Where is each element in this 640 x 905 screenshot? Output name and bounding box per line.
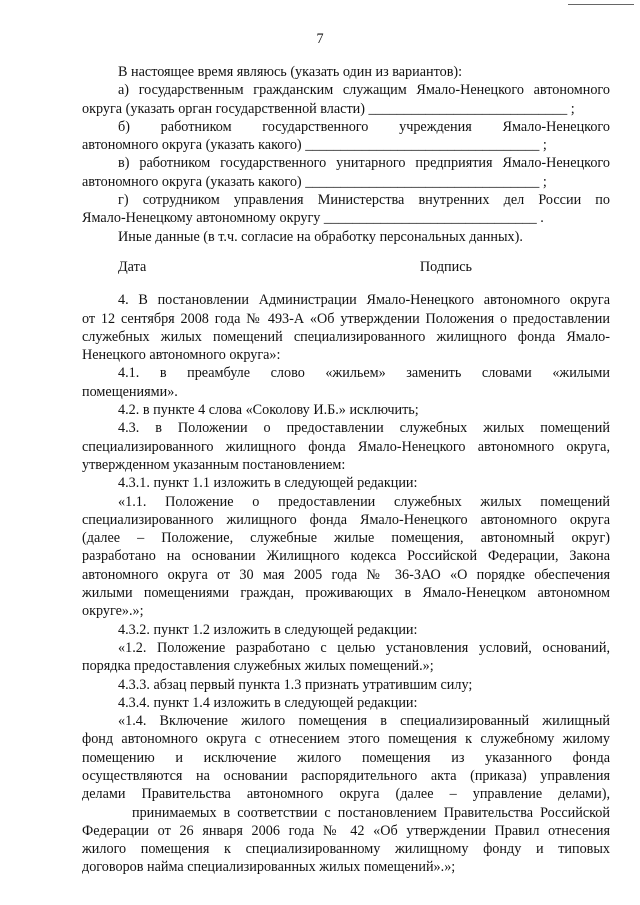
- text-line: 4.3. в Положении о предоставлении служебных жилых помещений: [118, 420, 610, 437]
- text-line: В настоящее время являюсь (указать один из вариантов):: [118, 64, 463, 80]
- text-line: а) государственным гражданским служащим Ямало-Ненецкого автономного: [118, 82, 610, 99]
- text-line: автономного округа (указать какого) _________________________________ ;: [82, 137, 547, 154]
- text-line: округа (указать орган государственной власти) ____________________________ ;: [82, 100, 575, 117]
- text-line: 4.3.3. абзац первый пункта 1.3 признать утратившим силу;: [118, 676, 473, 693]
- text-line: Ненецкого автономного округа»:: [82, 347, 281, 364]
- signature-row: [82, 258, 610, 276]
- text-line: 4.3.2. пункт 1.2 изложить в следующей редакции:: [118, 621, 418, 638]
- text-line: автономного округа от 30 мая 2005 года № 36-ЗАО «О порядке обеспечения: [82, 566, 610, 583]
- text-line: специализированного жилищного фонда Ямало-Ненецкого автономного округа,: [82, 438, 610, 455]
- text-line: б) работником государственного учреждения Ямало-Ненецкого: [118, 118, 610, 135]
- text-line: принимаемых в соответствии с постановлением Правительства Российской: [132, 804, 610, 821]
- text-line: делами Правительства автономного округа (далее – управление делами),: [82, 786, 610, 803]
- top-edge-line: [568, 4, 634, 5]
- text-line: округе».»;: [82, 603, 144, 620]
- text-line: 4. В постановлении Администрации Ямало-Ненецкого автономного округа: [118, 292, 610, 309]
- text-line: договоров найма специализированных жилых помещений».»;: [82, 859, 456, 876]
- text-line: 4.3.4. пункт 1.4 изложить в следующей редакции:: [118, 694, 418, 711]
- text-line: разработано на основании Жилищного кодекса Российской Федерации, Закона: [82, 548, 610, 565]
- date-label: Дата: [118, 258, 147, 275]
- page-number: 7: [316, 31, 324, 47]
- signature-label: Подпись: [419, 258, 472, 275]
- document-body: [82, 63, 610, 877]
- text-line: в) работником государственного унитарного предприятия Ямало-Ненецкого: [118, 155, 610, 172]
- text-line: жилого помещения к специализированному жилищному фонду и типовых: [82, 841, 610, 858]
- text-line: г) сотрудником управления Министерства внутренних дел России по: [118, 192, 610, 209]
- text-line: жилыми помещениями граждан, проживающих в Ямало-Ненецком автономном: [82, 585, 610, 602]
- text-line: фонд автономного округа с отнесением этого помещения к служебному жилому: [82, 731, 610, 748]
- text-line: автономного округа (указать какого) _________________________________ ;: [82, 173, 547, 190]
- text-line: помещениями».: [82, 383, 178, 400]
- text-line: 4.3.1. пункт 1.1 изложить в следующей редакции:: [118, 475, 418, 492]
- text-line: Ямало-Ненецкому автономному округу ______________________________ .: [82, 210, 544, 227]
- text-line: утвержденном указанным постановлением:: [82, 456, 346, 473]
- text-line: (далее – Положение, служебные жилые помещения, автономный округ): [82, 530, 610, 547]
- text-line: порядка предоставления служебных жилых помещений.»;: [82, 658, 434, 675]
- text-line: служебных жилых помещений специализированного жилищного фонда Ямало-: [82, 328, 610, 345]
- text-line: осуществляются на основании распорядительного акта (приказа) управления: [82, 767, 610, 784]
- amendments-section: [82, 291, 610, 877]
- text-line: «1.1. Положение о предоставлении служебных жилых помещений: [118, 493, 610, 510]
- text-line: Иные данные (в т.ч. согласие на обработку персональных данных).: [118, 228, 523, 245]
- text-line: от 12 сентября 2008 года № 493-А «Об утверждении Положения о предоставлении: [82, 310, 610, 327]
- text-line: помещению и исключение жилого помещения из указанного фонда: [82, 749, 610, 766]
- text-line: специализированного жилищного фонда Ямало-Ненецкого автономного округа: [82, 511, 610, 528]
- employment-options-section: [82, 63, 610, 246]
- text-line: 4.1. в преамбуле слово «жильем» заменить словами «жилыми: [118, 365, 610, 382]
- text-line: Федерации от 26 января 2006 года № 42 «Об утверждении Правил отнесения: [82, 822, 610, 839]
- text-line: «1.2. Положение разработано с целью установления условий, оснований,: [118, 639, 610, 656]
- text-line: 4.2. в пункте 4 слова «Соколову И.Б.» исключить;: [118, 402, 419, 419]
- text-line: «1.4. Включение жилого помещения в специализированный жилищный: [118, 713, 610, 730]
